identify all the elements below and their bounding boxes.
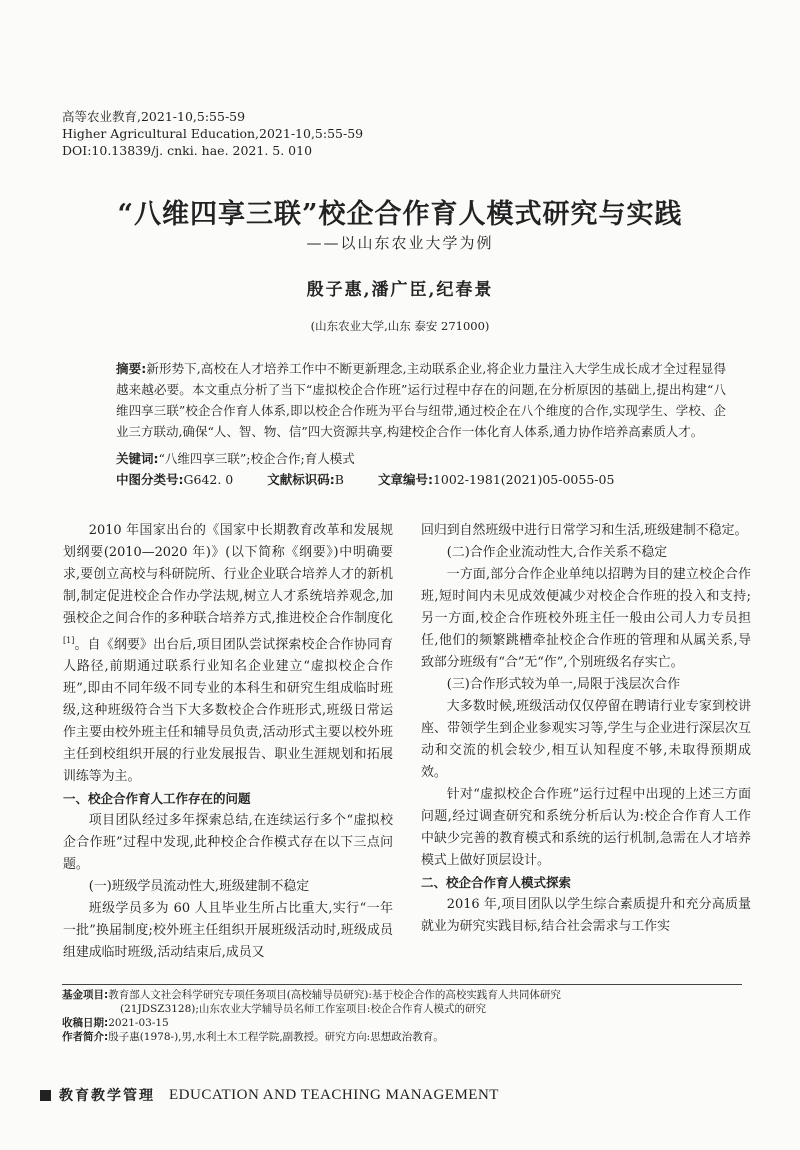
- clc-label: 中图分类号:: [116, 472, 184, 487]
- footnote-divider: [62, 984, 742, 985]
- received-date: 2021-03-15: [108, 1017, 169, 1029]
- section-name-en: EDUCATION AND TEACHING MANAGEMENT: [169, 1086, 499, 1103]
- article-no-value: 1002-1981(2021)05-0055-05: [432, 472, 615, 487]
- keywords: [116, 448, 726, 469]
- body-column-right: [421, 520, 751, 938]
- paragraph: 针对“虚拟校企合作班”运行过程中出现的上述三方面问题,经过调查研究和系统分析后认为:校企合作育人工作中缺少完善的教育模式和系统的运行机制,急需在人才培养模式上做好顶层设计。: [421, 787, 751, 868]
- paragraph: 2016 年,项目团队以学生综合素质提升和充分高质量就业为研究实践目标,结合社会需求与工作实: [421, 897, 751, 934]
- article-no-label: 文章编号:: [377, 472, 433, 487]
- citation-cn: 高等农业教育,2021-10,5:55-59: [62, 109, 246, 124]
- citation-en: Higher Agricultural Education,2021-10,5:55-59: [62, 126, 364, 141]
- section-name-cn: 教育教学管理: [59, 1088, 155, 1104]
- author-bio: 殷子惠(1978-),男,水利土木工程学院,副教授。研究方向:思想政治教育。: [108, 1031, 444, 1043]
- fund-label: 基金项目:: [62, 989, 109, 1001]
- doc-code-label: 文献标识码:: [267, 472, 335, 487]
- paper-subtitle: ——以山东农业大学为例: [306, 234, 494, 252]
- subsection-heading: (三)合作形式较为单一,局限于浅层次合作: [446, 677, 681, 692]
- affiliation: (山东农业大学,山东 泰安 271000): [310, 319, 490, 333]
- body-column-left: [63, 520, 393, 964]
- square-bullet-icon: [40, 1090, 51, 1101]
- paragraph: 大多数时候,班级活动仅仅停留在聘请行业专家到校讲座、带领学生到企业参观实习等,学生与企业进行深层次互动和交流的机会较少,相互认知程度不够,未取得预期成效。: [421, 699, 751, 780]
- section-heading: 一、校企合作育人工作存在的问题: [63, 791, 251, 807]
- section-band: [40, 1085, 499, 1105]
- footnote: [62, 988, 752, 1044]
- paragraph: 项目团队经过多年探索总结,在连续运行多个“虚拟校企合作班”过程中发现,此种校企合作模式存在以下三点问题。: [63, 813, 393, 873]
- author-list: 殷子惠,潘广臣,纪春景: [306, 280, 494, 300]
- fund-text: 教育部人文社会科学研究专项任务项目(高校辅导员研究):基于校企合作的高校实践育人共同体研究: [108, 989, 561, 1001]
- subsection-heading: (二)合作企业流动性大,合作关系不稳定: [446, 545, 668, 560]
- keywords-text: “八维四享三联”;校企合作;育人模式: [158, 451, 355, 466]
- keywords-label: 关键词:: [116, 451, 159, 466]
- classification-line: [116, 469, 766, 490]
- author-bio-label: 作者简介:: [62, 1031, 109, 1043]
- paragraph: 2010 年国家出台的《国家中长期教育改革和发展规划纲要(2010—2020 年)》(以下简称《纲要》)中明确要求,要创立高校与科研院所、行业企业联合培养人才的新机制,制定促进校企合作办学法规,树立人才系统培养观念,加强校企之间合作的多种联合培养方式,推进校企合作制度化[1]。自《纲要》出台后,项目团队尝试探索校企合作协同育人路径,前期通过联系行业知名企业建立“虚拟校企合作班”,即由不同年级不同专业的本科生和研究生组成临时班级,这种班级符合当下大多数校企合作班形式,班级日常运作主要由校外班主任和辅导员负责,活动形式主要以校外班主任到校组织开展的行业发展报告、职业生涯规划和拓展训练等为主。: [63, 523, 393, 785]
- abstract: [116, 358, 726, 442]
- section-heading: 二、校企合作育人模式探索: [421, 875, 572, 890]
- paragraph: 回归到自然班级中进行日常学习和生活,班级建制不稳定。: [421, 523, 748, 538]
- journal-citation: [62, 108, 363, 159]
- clc-value: G642. 0: [183, 472, 234, 487]
- doc-code-value: B: [334, 472, 344, 487]
- citation-ref: [1]: [63, 636, 75, 645]
- paragraph: 一方面,部分合作企业单纯以招聘为目的建立校企合作班,短时间内未见成效便减少对校企合作班的投入和支持;另一方面,校企合作班校外班主任一般由公司人力专员担任,他们的频繁跳槽牵扯校企合作班的管理和从属关系,导致部分班级有“合”无“作”,个别班级名存实亡。: [421, 567, 751, 670]
- paper-title: “八维四享三联”校企合作育人模式研究与实践: [117, 199, 683, 230]
- abstract-text: 新形势下,高校在人才培养工作中不断更新理念,主动联系企业,将企业力量注入大学生成长成才全过程显得越来越必要。本文重点分析了当下“虚拟校企合作班”运行过程中存在的问题,在分析原因的基础上,提出构建“八维四享三联”校企合作育人体系,即以校企合作班为平台与纽带,通过校企在八个维度的合作,实现学生、学校、企业三方联动,确保“人、智、物、信”四大资源共享,构建校企合作一体化育人体系,通力协作培养高素质人才。: [116, 361, 726, 439]
- paragraph: 班级学员多为 60 人且毕业生所占比重大,实行“一年一批”换届制度;校外班主任组织开展班级活动时,班级成员组建成临时班级,活动结束后,成员又: [63, 901, 393, 961]
- fund-text-cont: (21JDSZ3128);山东农业大学辅导员名师工作室项目:校企合作育人模式的研究: [120, 1003, 486, 1015]
- doi: DOI:10.13839/j. cnki. hae. 2021. 5. 010: [62, 143, 313, 158]
- subsection-heading: (一)班级学员流动性大,班级建制不稳定: [88, 879, 310, 895]
- received-date-label: 收稿日期:: [62, 1017, 109, 1029]
- abstract-label: 摘要:: [116, 361, 147, 376]
